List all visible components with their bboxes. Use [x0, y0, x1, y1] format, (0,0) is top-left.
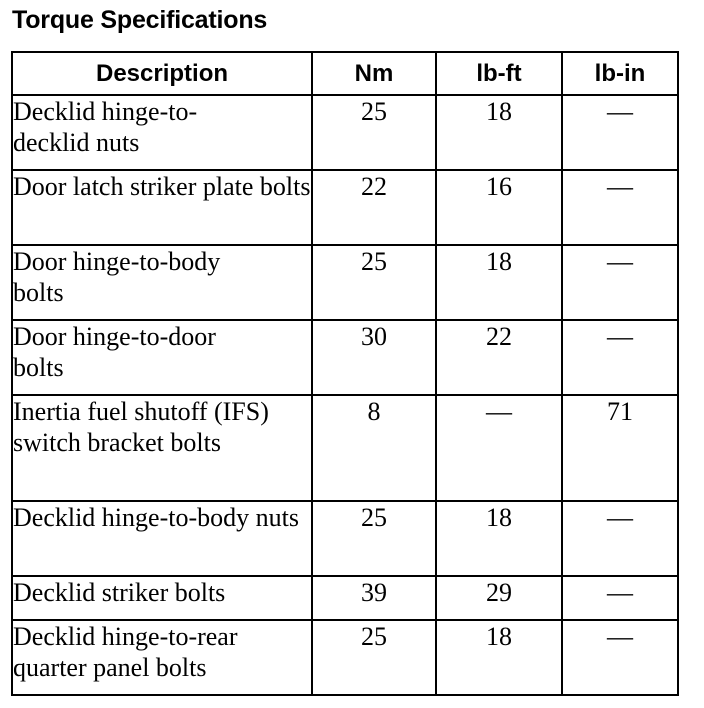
cell-nm: 22 [312, 170, 436, 245]
cell-lb-ft: 18 [436, 95, 562, 170]
cell-nm: 25 [312, 245, 436, 320]
torque-spec-table [11, 51, 679, 696]
cell-nm: 25 [312, 95, 436, 170]
cell-lb-in: — [562, 170, 678, 245]
cell-description [12, 320, 312, 395]
cell-lb-in: — [562, 501, 678, 576]
table-row [12, 395, 678, 501]
description-text: Decklid hinge-to-body nuts [13, 503, 299, 532]
table-row [12, 245, 678, 320]
page-title: Torque Specifications [12, 6, 268, 34]
header-nm: Nm [312, 52, 436, 95]
cell-lb-in: — [562, 95, 678, 170]
cell-nm: 39 [312, 576, 436, 620]
cell-description [12, 245, 312, 320]
table-row [12, 320, 678, 395]
description-text: Inertia fuel shutoff (IFS) switch bracket bolts [13, 397, 269, 457]
cell-nm: 25 [312, 501, 436, 576]
description-text: Decklid hinge-to-rear quarter panel bolts [13, 622, 238, 682]
cell-lb-in: — [562, 245, 678, 320]
table-row [12, 95, 678, 170]
cell-description [12, 576, 312, 620]
cell-nm: 25 [312, 620, 436, 695]
cell-lb-ft: 16 [436, 170, 562, 245]
table-row [12, 170, 678, 245]
cell-description [12, 95, 312, 170]
cell-description [12, 395, 312, 501]
description-text: Door hinge-to-body bolts [13, 247, 221, 307]
cell-description [12, 170, 312, 245]
table-row [12, 501, 678, 576]
cell-lb-in: — [562, 620, 678, 695]
cell-lb-ft: 18 [436, 245, 562, 320]
header-description: Description [12, 52, 312, 95]
cell-lb-ft: 18 [436, 620, 562, 695]
cell-lb-ft: 18 [436, 501, 562, 576]
header-lb-ft: lb-ft [436, 52, 562, 95]
cell-nm: 30 [312, 320, 436, 395]
table-row [12, 620, 678, 695]
header-lb-in: lb-in [562, 52, 678, 95]
description-text: Decklid striker bolts [13, 578, 226, 607]
cell-nm: 8 [312, 395, 436, 501]
description-text: Door latch striker plate bolts [13, 172, 311, 201]
cell-description [12, 620, 312, 695]
cell-lb-in: — [562, 320, 678, 395]
description-text: Decklid hinge-to-decklid nuts [13, 97, 198, 157]
table-row [12, 576, 678, 620]
cell-lb-ft: — [436, 395, 562, 501]
cell-lb-ft: 22 [436, 320, 562, 395]
cell-lb-in: 71 [562, 395, 678, 501]
cell-lb-in: — [562, 576, 678, 620]
header-row [12, 52, 678, 95]
cell-lb-ft: 29 [436, 576, 562, 620]
description-text: Door hinge-to-door bolts [13, 322, 216, 382]
cell-description [12, 501, 312, 576]
